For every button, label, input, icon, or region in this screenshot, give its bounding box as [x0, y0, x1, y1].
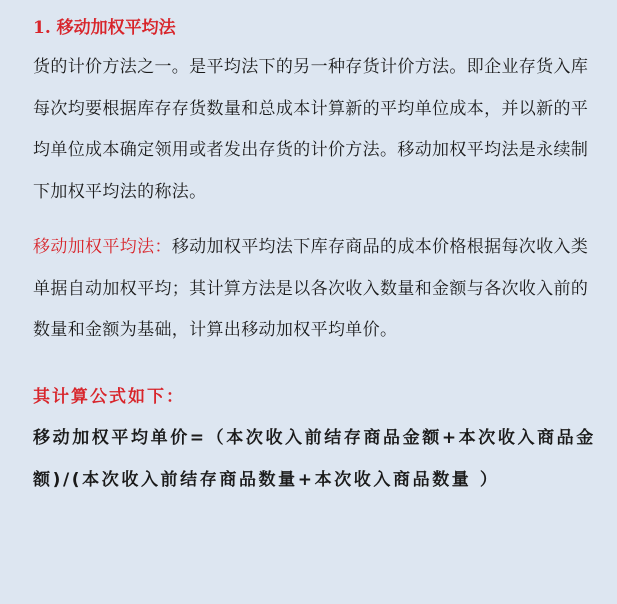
detail-text: 移动加权平均法下库存商品的成本价格根据每次收入类单据自动加权平均；其计算方法是以各次收入数量和金额与各次收入前的数量和金额为基础，计算出移动加权平均单价。: [33, 237, 589, 340]
formula-text: 移动加权平均单价=（本次收入前结存商品金额+本次收入商品金额)/(本次收入前结存商品数量+本次收入商品数量 ）: [33, 427, 596, 490]
formula-heading: 其计算公式如下：: [33, 386, 185, 407]
formula-section: [33, 377, 599, 501]
detail-lead-label: 移动加权平均法：: [33, 237, 172, 257]
detail-paragraph: [33, 227, 599, 352]
section-heading: 1. 移动加权平均法: [33, 18, 176, 38]
definition-paragraph: 货的计价方法之一。是平均法下的另一种存货计价方法。即企业存货入库每次均要根据库存存货数量和总成本计算新的平均单位成本，并以新的平均单位成本确定领用或者发出存货的计价方法。移动加权平均法是永续制下加权平均法的称法。: [33, 57, 589, 202]
